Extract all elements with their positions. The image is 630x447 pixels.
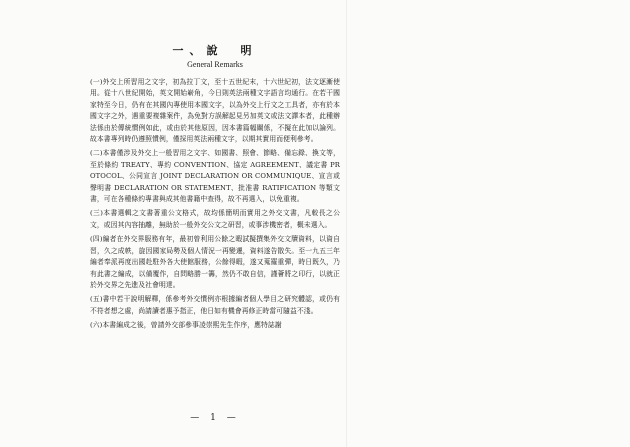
section-title: 一、說 明 bbox=[172, 44, 258, 57]
section-subtitle: General Remarks bbox=[187, 60, 243, 69]
paragraph-4: (四)編者在外交界服務有年，最初曾利用公餘之暇試擬撰集外交文牘資料，以資自習，久之成帙，旋因國家局勢及個人情況一再變遷，資料遂告散失。至一九五三年編者奉派再度出國赴駐外各大使館服務，公餘得暇，遂又蒐羅重彈，時日既久，乃有此書之編成，以備覆作，自問略勝一籌，然仍不敢自信，謹薈將之印行，以就正於外交界之先進及社會明達。 bbox=[90, 235, 340, 289]
page-number: — 1 — bbox=[190, 413, 240, 423]
paragraph-1: (一)外交上所習用之文字，初為拉丁文，至十五世紀末，十六世紀初，法文逐漸使用。從十八世紀開始，英文開始嶄角，今日則英法兩種文字語言均通行。在若干國家特至今日，仍有在其國內專使用本國文字，以為外交上行文之工具者，亦有於本國文字之外，遇重要複雜案件，為免對方誤解起見另加英文或法文譯本者，此種辦法係由於傳統慣例如此，或由於其他原因，因本書篇幅關係，不擬在此加以論列。故本書專列時仍遵照慣例，僅採用英法兩種文字，以期其實用而便利參考。 bbox=[90, 78, 340, 144]
paragraph-3: (三)本書選輯之文書著重公文格式，故均係簡明而實用之外交文書，凡較長之公文，或因其內容抽離，無助於一般外交公文之研習，或事涉機密者，概未選入。 bbox=[90, 209, 340, 229]
paragraph-5: (五)書中若干說明解釋，係參考外交慣例亦根據編者個人學目之研究體認，或仍有不符者想之處，尚請讀者惠予指正，他日如有機會再修正時當可隨益不淺。 bbox=[90, 295, 340, 315]
page-divider bbox=[346, 0, 347, 447]
text-column bbox=[90, 40, 340, 335]
paragraph-2: (二)本書僅涉及外交上一般習用之文字、如國書、照會、節略、備忘錄、換文等，至於條約 TREATY、專約 CONVENTION、協定 AGREEMENT、議定書 PROTOCOL、公同宣言 JOINT DECLARATION OR COMMUNIQUE、宣言或聲明書 DECLARATION OR STATEMENT、批准書 RATIFICATION 等類文書，可在各種條約專書與成其他書籍中查得，故不再選入，以免重複。 bbox=[90, 149, 340, 204]
paragraph-6: (六)本書編成之後，曾請外交部參事凌崇熙先生作序，應特誌謝 bbox=[90, 321, 282, 330]
